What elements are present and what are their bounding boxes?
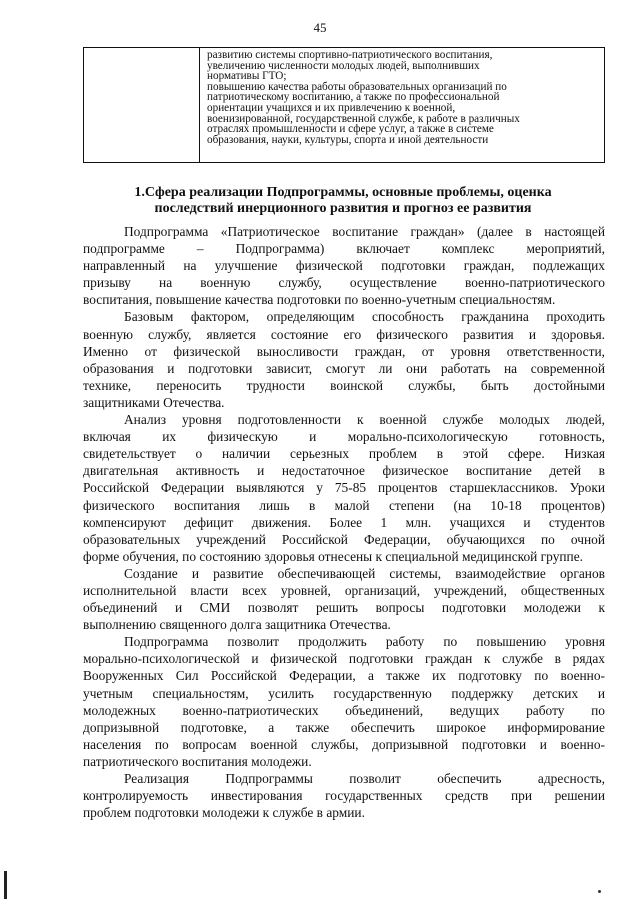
text-line: образования и подготовки зависит, смогут ли они работать на современной: [83, 360, 605, 376]
table-line: отраслях промышленности и сфере услуг, а также в системе: [207, 123, 494, 136]
results-table: [83, 47, 605, 163]
text-line: объединений и СМИ позволят решить вопросы подготовки молодежи к: [83, 600, 605, 616]
text-line: включая их физическую и морально-психологическую готовность,: [83, 429, 605, 445]
page-number: 45: [313, 20, 327, 35]
text-line: направленный на улучшение физической подготовки граждан, подлежащих: [83, 258, 605, 274]
text-line: физического воспитания лишь в малой степени (на 10-18 процентов): [83, 497, 605, 513]
text-line: учетным специальностям, усилить государственную поддержку детских и: [83, 685, 605, 701]
section-title-line: последствий инерционного развития и прогноз ее развития: [154, 201, 532, 216]
table-line: военизированной, государственной службе, к работе в различных: [207, 112, 520, 125]
paragraph-1: [83, 223, 605, 308]
table-line: патриотическому воспитанию, а также по профессиональной: [207, 91, 500, 104]
text-line: подпрограмме – Подпрограмма) включает комплекс мероприятий,: [83, 241, 605, 257]
text-line: выполнению священного долга защитника Отечества.: [83, 617, 391, 633]
table-line: увеличению численности молодых людей, выполнивших: [207, 59, 480, 72]
paragraph-6: [83, 770, 605, 821]
text-line: Подпрограмма «Патриотическое воспитание граждан» (далее в настоящей: [124, 224, 605, 239]
text-line: призыву на военную службу, осуществление военно-патриотического: [83, 275, 605, 291]
table-line: повышению качества работы образовательных организаций по: [207, 80, 507, 93]
text-line: Российской Федерации выявляются у 75-85 процентов старшеклассников. Уроки: [83, 480, 605, 496]
paragraph-3: [83, 411, 605, 565]
text-line: Реализация Подпрограммы позволит обеспечить адресность,: [124, 771, 605, 786]
section-title: [100, 185, 586, 217]
text-line: Анализ уровня подготовленности к военной службе молодых людей,: [124, 412, 605, 428]
text-line: контролируемость инвестирования государственных средств при решении: [83, 788, 605, 804]
section-title-line: 1.Сфера реализации Подпрограммы, основные проблемы, оценка: [134, 185, 552, 200]
text-line: допризывной подготовке, а также обеспечить широкое информирование: [83, 719, 605, 735]
text-line: форме обучения, по состоянию здоровья отнесены к специальной медицинской группе.: [83, 548, 584, 564]
paragraph-5: [83, 633, 605, 770]
paragraph-2: [83, 308, 605, 411]
scan-edge-mark: [4, 871, 7, 899]
text-line: молодежных военно-патриотических объединений, ведущих работу по: [83, 702, 605, 718]
table-line: ориентации учащихся и их привлечению к военной,: [207, 101, 456, 114]
text-line: Именно от физической выносливости граждан, от уровня ответственности,: [83, 343, 605, 359]
text-line: Подпрограмма позволит продолжить работу по повышению уровня: [124, 634, 605, 650]
text-line: исполнительной власти всех уровней, организаций, учреждений, общественных: [83, 582, 605, 598]
text-line: свидетельствует о наличии серьезных проблем в этой сфере. Низкая: [83, 446, 605, 462]
text-line: технике, переносить трудности воинской службы, быть достойными: [83, 377, 605, 393]
table-line: образования, науки, культуры, спорта и иной деятельности: [207, 133, 489, 146]
paragraph-4: [83, 565, 605, 633]
text-line: защитниками Отечества.: [83, 394, 225, 410]
text-line: патриотического воспитания молодежи.: [83, 753, 312, 769]
text-line: военную службу, является состояние его физического развития и здоровья.: [83, 326, 605, 342]
scan-speck: [598, 890, 601, 893]
text-line: Вооруженных Сил Российской Федерации, а также их подготовку по военно-: [83, 668, 605, 684]
text-line: воспитания, повышение качества подготовки по военно-учетным специальностям.: [83, 292, 556, 308]
table-empty-cell: [84, 48, 200, 162]
text-line: морально-психологической и физической подготовки граждан к службе в рядах: [83, 651, 605, 667]
table-results-cell: [200, 48, 604, 162]
body-text: [83, 223, 605, 821]
text-line: населения по вопросам военной службы, допризывной подготовки и военно-: [83, 736, 605, 752]
table-line: развитию системы спортивно-патриотического воспитания,: [207, 49, 493, 61]
table-line: нормативы ГТО;: [207, 70, 287, 83]
text-line: Базовым фактором, определяющим способность гражданина проходить: [124, 309, 605, 325]
text-line: двигательная активность и недостаточное физическое воспитание детей в: [83, 463, 605, 479]
text-line: проблем подготовки молодежи к службе в армии.: [83, 805, 365, 821]
text-line: компенсируют дефицит движения. Более 1 млн. учащихся и студентов: [83, 514, 605, 530]
text-line: образовательных учреждений Российской Федерации, обучающихся по очной: [83, 531, 605, 547]
text-line: Создание и развитие обеспечивающей системы, взаимодействие органов: [124, 565, 605, 581]
